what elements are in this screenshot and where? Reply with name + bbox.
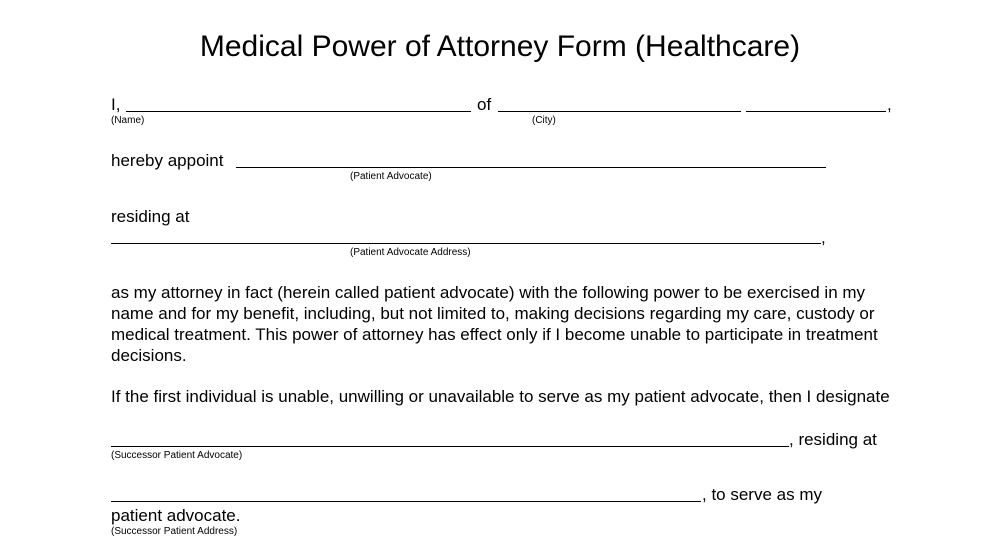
- line1-prefix: I,: [111, 95, 121, 114]
- name-caption: (Name): [111, 115, 145, 126]
- paragraph-successor: If the first individual is unable, unwilling or unavailable to serve as my patient advocate, then I designate: [111, 387, 890, 406]
- successor-address-blank[interactable]: [111, 501, 701, 502]
- successor-advocate-blank[interactable]: [111, 446, 789, 447]
- city-blank[interactable]: [498, 111, 741, 112]
- line1-of: of: [477, 95, 492, 114]
- patient-advocate-caption: (Patient Advocate): [350, 171, 432, 182]
- advocate-address-caption: (Patient Advocate Address): [350, 247, 471, 258]
- successor-address-caption: (Successor Patient Address): [111, 526, 238, 537]
- line5-continuation: patient advocate.: [111, 506, 241, 525]
- line3-prefix: residing at: [111, 207, 190, 226]
- state-blank[interactable]: [746, 111, 886, 112]
- advocate-address-blank[interactable]: [111, 243, 821, 244]
- patient-advocate-blank[interactable]: [236, 167, 826, 168]
- paragraph-authority: as my attorney in fact (herein called patient advocate) with the following power to be exercised in my name and for my benefit, including, but not limited to, making decisions regarding my care, custody or medical treatment. This power of attorney has effect only if I become unable to participate in treatment decisions.: [111, 283, 878, 365]
- line4-suffix: , residing at: [789, 430, 877, 449]
- line2-prefix: hereby appoint: [111, 151, 224, 170]
- line3-comma: ,: [821, 228, 826, 247]
- line5-suffix: , to serve as my: [702, 485, 822, 504]
- city-caption: (City): [532, 115, 556, 126]
- line1-comma: ,: [887, 95, 892, 114]
- page-title: Medical Power of Attorney Form (Healthcare): [199, 30, 801, 63]
- successor-advocate-caption: (Successor Patient Advocate): [111, 450, 243, 461]
- name-blank[interactable]: [126, 111, 471, 112]
